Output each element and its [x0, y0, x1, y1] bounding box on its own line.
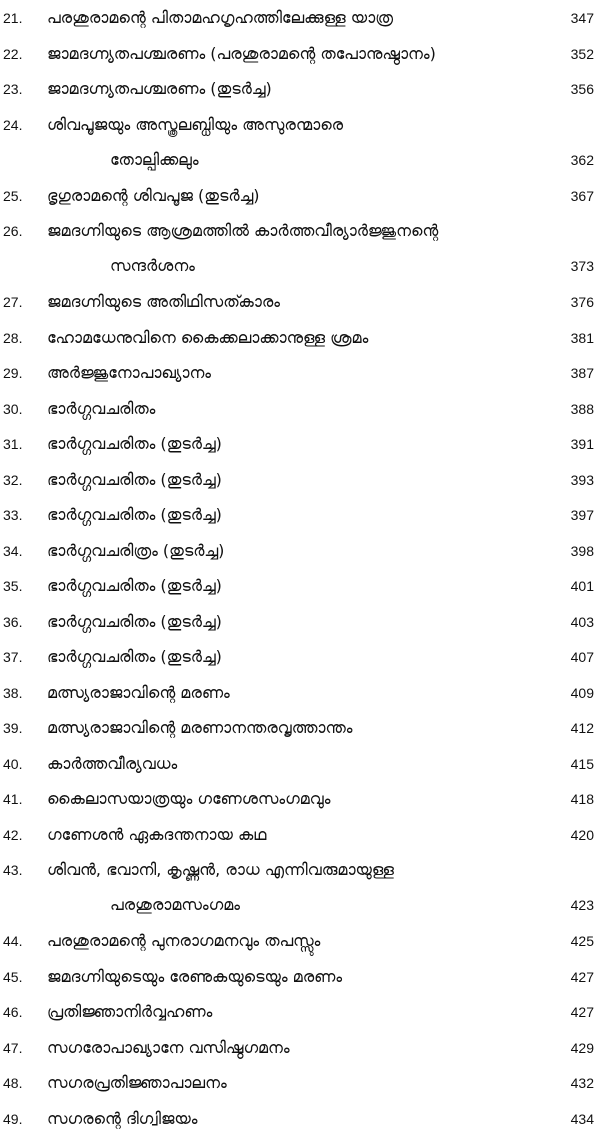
entry-number: 47.	[3, 1040, 23, 1056]
entry-number: 37.	[3, 649, 23, 665]
entry-page-number: 427	[570, 969, 594, 985]
entry-title: ഭാർഗ്ഗവചരിതം	[47, 399, 156, 418]
entry-title: ജമദഗ്നിയുടെയും രേണുകയുടെയും മരണം	[47, 967, 343, 986]
entry-page-number: 429	[570, 1040, 594, 1056]
entry-page-number: 412	[570, 720, 594, 736]
entry-title: അർജ്ജുനോപാഖ്യാനം	[47, 363, 212, 382]
entry-page-number: 425	[570, 933, 594, 949]
entry-number: 41.	[3, 791, 23, 807]
entry-page-number: 432	[570, 1075, 594, 1091]
entry-page-number: 403	[570, 614, 594, 630]
entry-number: 26.	[3, 223, 23, 239]
entry-page-number: 373	[570, 258, 594, 274]
entry-number: 34.	[3, 543, 23, 559]
entry-title: ശിവപൂജയും അസ്ത്രലബ്ധിയും അസുരന്മാരെ	[47, 115, 344, 134]
entry-number: 42.	[3, 827, 23, 843]
entry-page-number: 387	[570, 365, 594, 381]
entry-number: 38.	[3, 685, 23, 701]
entry-page-number: 347	[570, 10, 594, 26]
entry-number: 30.	[3, 401, 23, 417]
entry-title: സഗരോപാഖ്യാനേ വസിഷ്ഠഗമനം	[47, 1038, 290, 1057]
entry-number: 40.	[3, 756, 23, 772]
entry-title: ജാമദഗ്ന്യതപശ്ചരണം (പരശുരാമന്റെ തപോനുഷ്ഠാനം)	[47, 44, 436, 63]
entry-page-number: 434	[570, 1111, 594, 1127]
entry-page-number: 356	[570, 81, 594, 97]
entry-number: 45.	[3, 969, 23, 985]
entry-title: പരശുരാമന്റെ പിതാമഹഗൃഹത്തിലേക്കുള്ള യാത്ര	[47, 8, 394, 27]
entry-page-number: 398	[570, 543, 594, 559]
entry-title: ഭാർഗ്ഗവചരിതം (തുടർച്ച)	[47, 647, 222, 666]
entry-number: 32.	[3, 472, 23, 488]
entry-number: 43.	[3, 862, 23, 878]
entry-number: 23.	[3, 81, 23, 97]
entry-number: 29.	[3, 365, 23, 381]
entry-page-number: 418	[570, 791, 594, 807]
entry-title: ജമദഗ്നിയുടെ അതിഥിസത്കാരം	[47, 292, 280, 311]
entry-title: ജാമദഗ്ന്യതപശ്ചരണം (തുടർച്ച)	[47, 79, 272, 98]
entry-title: കൈലാസയാത്രയും ഗണേശസംഗമവും	[47, 789, 331, 808]
entry-page-number: 415	[570, 756, 594, 772]
entry-page-number: 352	[570, 46, 594, 62]
entry-number: 46.	[3, 1004, 23, 1020]
entry-title: ജമദഗ്നിയുടെ ആശ്രമത്തിൽ കാർത്തവീര്യാർജ്ജുനന്റെ	[47, 221, 439, 240]
entry-title: ഹോമധേനുവിനെ കൈക്കലാക്കാനുള്ള ശ്രമം	[47, 328, 369, 347]
entry-page-number: 401	[570, 578, 594, 594]
entry-title: പരശുരാമന്റെ പുനരാഗമനവും തപസ്സും	[47, 931, 321, 950]
entry-number: 31.	[3, 436, 23, 452]
entry-number: 48.	[3, 1075, 23, 1091]
entry-number: 39.	[3, 720, 23, 736]
entry-title: ഭാർഗ്ഗവചരിതം (തുടർച്ച)	[47, 505, 222, 524]
entry-page-number: 427	[570, 1004, 594, 1020]
entry-page-number: 393	[570, 472, 594, 488]
entry-number: 27.	[3, 294, 23, 310]
entry-title: പരശുരാമസംഗമം	[110, 895, 240, 914]
entry-number: 24.	[3, 117, 23, 133]
entry-title: തോല്പിക്കലും	[110, 150, 199, 169]
entry-number: 33.	[3, 507, 23, 523]
entry-title: കാർത്തവീര്യവധം	[47, 754, 178, 773]
entry-title: മത്സ്യരാജാവിന്റെ മരണം	[47, 683, 230, 702]
entry-title: ഭാർഗ്ഗവചരിതം (തുടർച്ച)	[47, 612, 222, 631]
entry-title: ഭാർഗ്ഗവചരിത്രം (തുടർച്ച)	[47, 541, 225, 560]
entry-page-number: 376	[570, 294, 594, 310]
entry-title: ഭൃഗുരാമന്റെ ശിവപൂജ (തുടർച്ച)	[47, 186, 260, 205]
entry-page-number: 362	[570, 152, 594, 168]
entry-title: മത്സ്യരാജാവിന്റെ മരണാനന്തരവൃത്താന്തം	[47, 718, 353, 737]
entry-page-number: 367	[570, 188, 594, 204]
entry-page-number: 397	[570, 507, 594, 523]
entry-page-number: 420	[570, 827, 594, 843]
entry-number: 22.	[3, 46, 23, 62]
entry-title: പ്രതിജ്ഞാനിർവ്വഹണം	[47, 1002, 213, 1021]
entry-number: 44.	[3, 933, 23, 949]
entry-page-number: 407	[570, 649, 594, 665]
entry-page-number: 388	[570, 401, 594, 417]
entry-title: ശിവൻ, ഭവാനി, കൃഷ്ണൻ, രാധ എന്നിവരുമായുള്ള	[47, 860, 394, 879]
entry-title: ഭാർഗ്ഗവചരിതം (തുടർച്ച)	[47, 576, 222, 595]
entry-title: ഭാർഗ്ഗവചരിതം (തുടർച്ച)	[47, 470, 222, 489]
entry-number: 28.	[3, 330, 23, 346]
entry-number: 36.	[3, 614, 23, 630]
entry-page-number: 381	[570, 330, 594, 346]
entry-number: 49.	[3, 1111, 23, 1127]
entry-title: ഗണേശൻ ഏകദന്തനായ കഥ	[47, 825, 267, 844]
entry-number: 35.	[3, 578, 23, 594]
entry-title: ഭാർഗ്ഗവചരിതം (തുടർച്ച)	[47, 434, 222, 453]
entry-number: 21.	[3, 10, 23, 26]
entry-title: സഗരപ്രതിജ്ഞാപാലനം	[47, 1073, 227, 1092]
entry-page-number: 423	[570, 897, 594, 913]
entry-title: സഗരന്റെ ദിഗ്വിജയം	[47, 1109, 198, 1128]
entry-title: സന്ദർശനം	[110, 256, 195, 275]
entry-page-number: 391	[570, 436, 594, 452]
entry-page-number: 409	[570, 685, 594, 701]
entry-number: 25.	[3, 188, 23, 204]
